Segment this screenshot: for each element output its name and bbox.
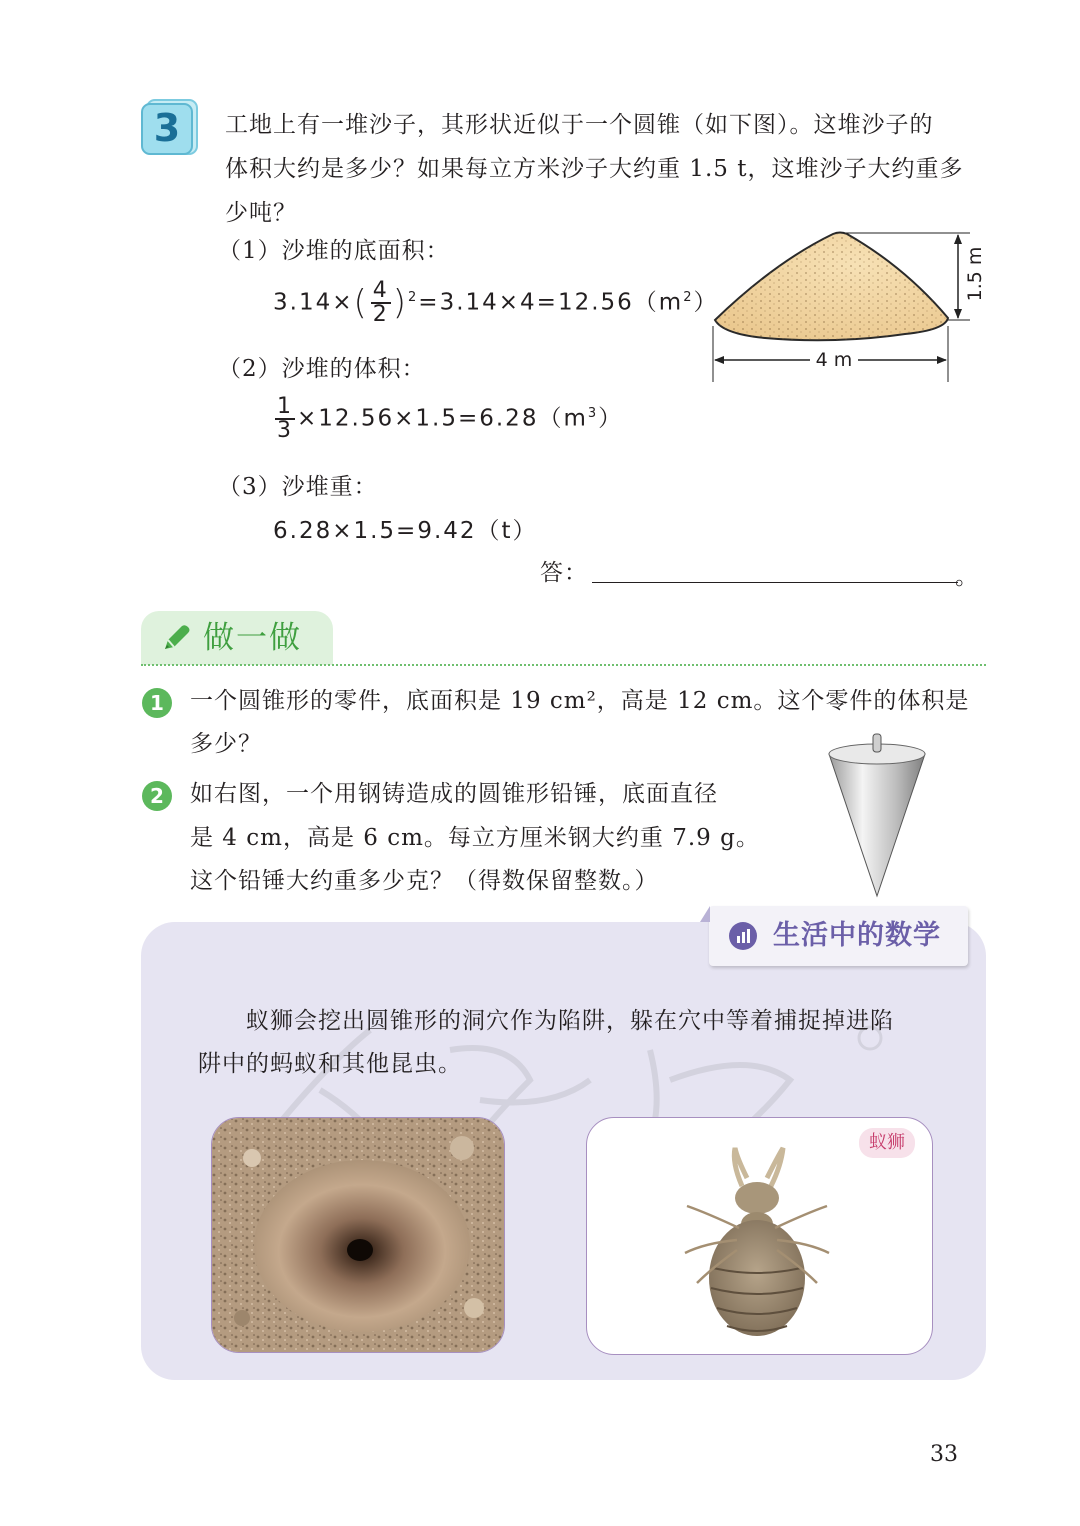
practice-item-2-number: 2 xyxy=(142,781,172,811)
sand-pile-figure xyxy=(705,222,995,392)
problem-statement-line-2: 体积大约是多少？如果每立方米沙子大约重 1.5 t，这堆沙子大约重多 xyxy=(225,156,964,182)
practice-divider xyxy=(141,664,986,666)
step-1-prefix: 3.14× xyxy=(273,289,354,316)
pencil-icon xyxy=(161,623,193,653)
step-2-frac-num: 1 xyxy=(277,394,293,419)
answer-end-mark: 。 xyxy=(955,564,979,590)
step-2-formula xyxy=(273,396,623,442)
practice-item-1-number: 1 xyxy=(142,688,172,718)
step-2-close: ） xyxy=(598,405,624,432)
step-1-close: ） xyxy=(693,289,719,316)
problem-number: 3 xyxy=(153,106,181,150)
practice-item-1-line-1: 一个圆锥形的零件，底面积是 19 cm²，高是 12 cm。这个零件的体积是 xyxy=(190,688,970,714)
page-number: 33 xyxy=(930,1442,958,1467)
life-math-text-line-1: 蚁狮会挖出圆锥形的洞穴作为陷阱，躲在穴中等着捕捉掉进陷 xyxy=(246,1008,894,1034)
step-2-label: （2）沙堆的体积： xyxy=(218,356,426,382)
plumb-bob-cone-figure xyxy=(825,730,930,900)
step-3-formula: 6.28×1.5=9.42（t） xyxy=(273,518,538,544)
practice-item-2-line-1: 如右图，一个用钢铸造成的圆锥形铅锤，底面直径 xyxy=(190,781,718,807)
step-1-frac-den: 2 xyxy=(372,302,389,327)
problem-statement-line-3: 少吨？ xyxy=(225,200,297,226)
practice-item-1-line-2: 多少？ xyxy=(190,731,262,757)
antlion-label: 蚁狮 xyxy=(859,1128,915,1158)
life-math-tab xyxy=(709,906,968,966)
step-1-unit-exponent: 2 xyxy=(683,289,694,305)
step-1-exponent: 2 xyxy=(408,289,419,305)
antlion-pit-photo xyxy=(211,1117,505,1353)
antlion-larva-photo xyxy=(586,1117,933,1355)
chart-bars-icon xyxy=(729,922,757,950)
width-dimension-label: 4 m xyxy=(810,350,858,370)
step-2-suffix: ×12.56×1.5=6.28（m xyxy=(297,405,588,432)
step-1-frac-num: 4 xyxy=(372,278,389,303)
answer-label: 答： xyxy=(540,560,588,586)
practice-item-2-line-3: 这个铅锤大约重多少克？（得数保留整数。） xyxy=(190,868,659,894)
practice-item-2-line-2: 是 4 cm，高是 6 cm。每立方厘米钢大约重 7.9 g。 xyxy=(190,825,760,851)
practice-title: 做一做 xyxy=(203,620,302,656)
problem-number-badge xyxy=(141,98,197,154)
problem-statement-line-1: 工地上有一堆沙子，其形状近似于一个圆锥（如下图）。这堆沙子的 xyxy=(225,112,934,138)
step-2-unit-exponent: 3 xyxy=(587,405,599,421)
tab-fold xyxy=(700,906,710,922)
step-3-label: （3）沙堆重： xyxy=(218,474,378,500)
life-math-title: 生活中的数学 xyxy=(773,920,941,951)
step-1-suffix: =3.14×4=12.56（m xyxy=(418,289,684,316)
step-1-label: （1）沙堆的底面积： xyxy=(218,238,450,264)
practice-header xyxy=(141,611,333,665)
step-2-frac-den: 3 xyxy=(277,418,293,443)
life-math-text-line-2: 阱中的蚂蚁和其他昆虫。 xyxy=(198,1051,462,1077)
answer-blank-line[interactable] xyxy=(592,582,958,583)
height-dimension-label: 1.5 m xyxy=(964,246,986,302)
step-1-formula: 3.14×( $\frac{4}{2}$ )$^2=3.14\times 4=12.56(m^2)$ xyxy=(273,278,719,327)
